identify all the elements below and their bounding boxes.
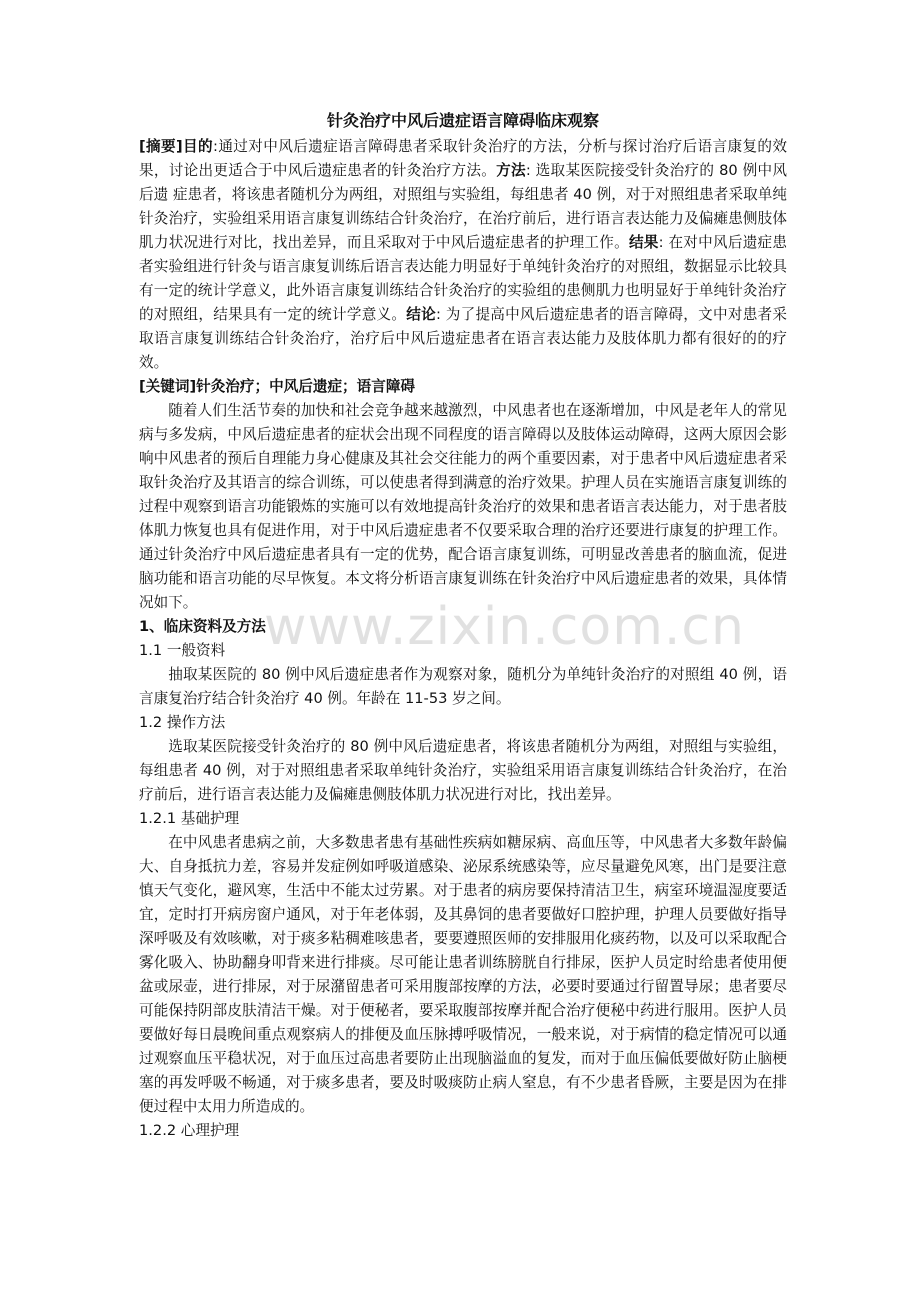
- section-heading-1: 1、临床资料及方法: [139, 618, 266, 635]
- abstract-label: [摘要]: [139, 138, 183, 155]
- article-title: 针灸治疗中风后遗症语言障碍临床观察: [326, 111, 599, 130]
- keywords: [关键词]针灸治疗；中风后遗症；语言障碍: [139, 378, 416, 395]
- aim-label: 目的: [182, 138, 214, 155]
- subsection-heading-1-2-2: 1.2.2 心理护理: [139, 1122, 240, 1139]
- subsection-text-1-2-1: 在中风患者患病之前，大多数患者患有基础性疾病如糖尿病、高血压等，中风患者大多数年龄偏大、自身抵抗力差，容易并发症例如呼吸道感染、泌尿系统感染等，应尽量避免风寒，出门是要注意慎天气变化，避风寒，生活中不能太过劳累。对于患者的病房要保持清洁卫生，病室环境温湿度要适宜，定时打开病房窗户通风，对于年老体弱，及其鼻饲的患者要做好口腔护理，护理人员要做好指导深呼吸及有效咳嗽，对于痰多粘稠难咳患者，要要遵照医师的安排服用化痰药物，以及可以采取配合雾化吸入、协助翻身叩背来进行排痰。尽可能让患者训练膀胱自行排尿，医护人员定时给患者使用便盆或尿壶，进行排尿，对于尿潴留患者可采用腹部按摩的方法，必要时要通过行留置导尿；患者要尽可能保持阴部皮肤清洁干燥。对于便秘者，要采取腹部按摩并配合治疗便秘中药进行服用。医护人员要做好每日晨晚间重点观察病人的排便及血压脉搏呼吸情况，一般来说，对于病情的稳定情况可以通过观察血压平稳状况，对于血压过高患者要防止出现脑溢血的复发，而对于血压偏低要做好防止脑梗塞的再发呼吸不畅通，对于痰多患者，要及时吸痰防止病人窒息，有不少患者昏厥，主要是因为在排便过程中太用力所造成的。: [139, 834, 787, 1115]
- subsection-heading-1-2-1: 1.2.1 基础护理: [139, 810, 240, 827]
- subsection-heading-1-1: 1.1 一般资料: [139, 642, 226, 659]
- conclusion-text: : 为了提高中风后遗症患者的语言障碍，文中对患者采取语言康复训练结合针灸治疗，治疗后中风后遗症患者在语言表达能力及肢体肌力都有很好的的疗效。: [139, 306, 787, 371]
- result-text: : 在对中风后遗症患者实验组进行针灸与语言康复训练后语言表达能力明显好于单纯针灸治疗的对照组，数据显示比较具有一定的统计学意义，此外语言康复训练结合针灸治疗的实验组的患侧肌力也明显好于单纯针灸治疗的对照组，结果具有一定的统计学意义。: [139, 234, 787, 323]
- conclusion-label: 结论: [406, 306, 436, 323]
- aim-text: :通过对中风后遗症语言障碍患者采取针灸治疗的方法，分析与探讨治疗后语言康复的效果，讨论出更适合于中风后遗症患者的针灸治疗方法。: [139, 138, 787, 179]
- method-label: 方法: [496, 162, 526, 179]
- result-label: 结果: [628, 234, 659, 251]
- article-body: [139, 108, 787, 1143]
- subsection-text-1-1: 抽取某医院的 80 例中风后遗症患者作为观察对象，随机分为单纯针灸治疗的对照组 40 例，语言康复治疗结合针灸治疗 40 例。年龄在 11-53 岁之间。: [139, 666, 787, 707]
- subsection-text-1-2: 选取某医院接受针灸治疗的 80 例中风后遗症患者，将该患者随机分为两组，对照组与实验组，每组患者 40 例，对于对照组患者采取单纯针灸治疗，实验组采用语言康复训练结合针灸治疗，在治疗前后，进行语言表达能力及偏瘫患侧肢体肌力状况进行对比，找出差异。: [139, 738, 787, 803]
- intro-paragraph: 随着人们生活节奏的加快和社会竞争越来越激烈，中风患者也在逐渐增加，中风是老年人的常见病与多发病，中风后遗症患者的症状会出现不同程度的语言障碍以及肢体运动障碍，这两大原因会影响中风患者的预后自理能力身心健康及其社会交往能力的两个重要因素，对于患者中风后遗症患者采取针灸治疗及其语言的综合训练，可以使患者得到满意的治疗效果。护理人员在实施语言康复训练的过程中观察到语言功能锻炼的实施可以有效地提高针灸治疗的效果和患者语言表达能力，对于患者肢体肌力恢复也具有促进作用，对于中风后遗症患者不仅要采取合理的治疗还要进行康复的护理工作。通过针灸治疗中风后遗症患者具有一定的优势，配合语言康复训练，可明显改善患者的脑血流，促进脑功能和语言功能的尽早恢复。本文将分析语言康复训练在针灸治疗中风后遗症患者的效果，具体情况如下。: [139, 402, 787, 611]
- method-text: : 选取某医院接受针灸治疗的 80 例中风后遗 症患者，将该患者随机分为两组，对照组与实验组，每组患者 40 例，对于对照组患者采取单纯针灸治疗，实验组采用语言康复训练结合针灸治疗，在治疗前后，进行语言表达能力及偏瘫患侧肢体肌力状况进行对比，找出差异，而且采取对于中风后遗症患者的护理工作。: [139, 162, 787, 251]
- subsection-heading-1-2: 1.2 操作方法: [139, 714, 226, 731]
- abstract-paragraph: [139, 135, 787, 375]
- watermark: www.zixin.com.cn: [264, 597, 745, 657]
